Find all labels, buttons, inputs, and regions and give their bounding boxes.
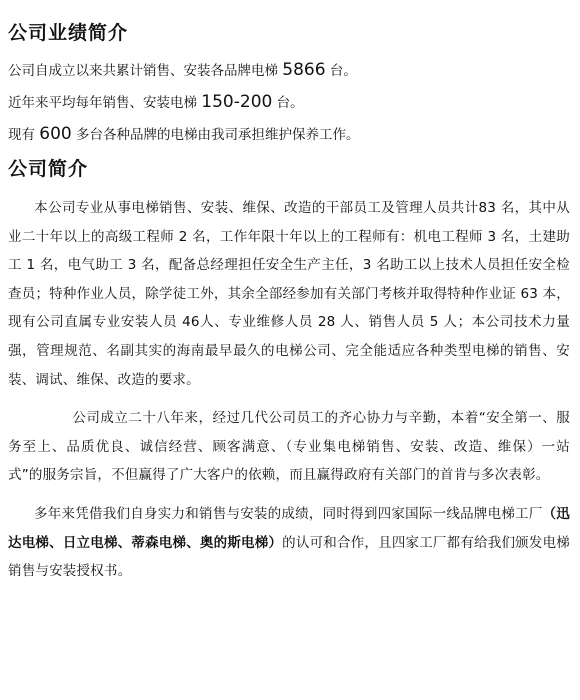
stat-number: 5866 <box>282 60 326 80</box>
paragraph-text: 的认可和合作，且四家工厂都有给我们颁发电梯销售与安装授权书。 <box>8 534 571 580</box>
paragraph-text: 多年来凭借我们自身实力和销售与安装的成绩，同时得到四家国际一线品牌电梯工厂 <box>34 505 543 522</box>
intro-paragraph-history <box>8 404 570 490</box>
stat-line-annual-average <box>8 92 570 113</box>
intro-paragraph-staff <box>8 194 570 394</box>
stat-text: 台。 <box>325 63 357 79</box>
paragraph-spacer <box>8 394 570 404</box>
paragraph-text: 本公司专业从事电梯销售、安装、维保、改造的干部员工及管理人员共计83 名，其中从业二十年以上的高级工程师 2 名，工作年限十年以上的工程师有：机电工程师 3 名，土建助工 1 名，电气助工 3 名，配备总经理担任安全生产主任，3 名助工以上技术人员担任安全检查员；特种作业人员，除学徒工外，其余全部经参加有关部门考核并取得特种作业证 63 本，现有公司直属专业安装人员 46人、专业维修人员 28 人、销售人员 5 人；本公司技术力量强，管理规范、名副其实的海南最早最久的电梯公司、完全能适应各种类型电梯的销售、安装、调试、维保、改造的要求。 <box>8 200 570 388</box>
stat-number: 600 <box>39 124 72 144</box>
performance-heading: 公司业绩简介 <box>8 22 129 44</box>
stat-text: 台。 <box>272 95 304 111</box>
stat-text: 近年来平均每年销售、安装电梯 <box>8 95 202 111</box>
stat-text: 公司自成立以来共累计销售、安装各品牌电梯 <box>8 63 283 79</box>
stat-text: 多台各种品牌的电梯由我司承担维护保养工作。 <box>71 127 360 143</box>
stat-number: 150-200 <box>201 92 273 112</box>
paragraph-text: 公司成立二十八年来，经过几代公司员工的齐心协力与辛勤，本着“安全第一、服务至上、品质优良、诚信经营、顾客满意、（专业集电梯销售、安装、改造、维保）一站式”的服务宗旨，不但赢得了广大客户的依赖，而且赢得政府有关部门的首肯与多次表彰。 <box>8 410 570 484</box>
partner-brands: （迅达电梯、日立电梯、蒂森电梯、奥的斯电梯） <box>8 505 570 551</box>
stat-line-total-installed <box>8 60 570 81</box>
intro-heading: 公司简介 <box>8 158 89 180</box>
intro-paragraph-partners <box>8 500 570 586</box>
stat-line-maintained <box>8 124 570 145</box>
stat-text: 现有 <box>8 127 40 143</box>
paragraph-spacer <box>8 490 570 500</box>
